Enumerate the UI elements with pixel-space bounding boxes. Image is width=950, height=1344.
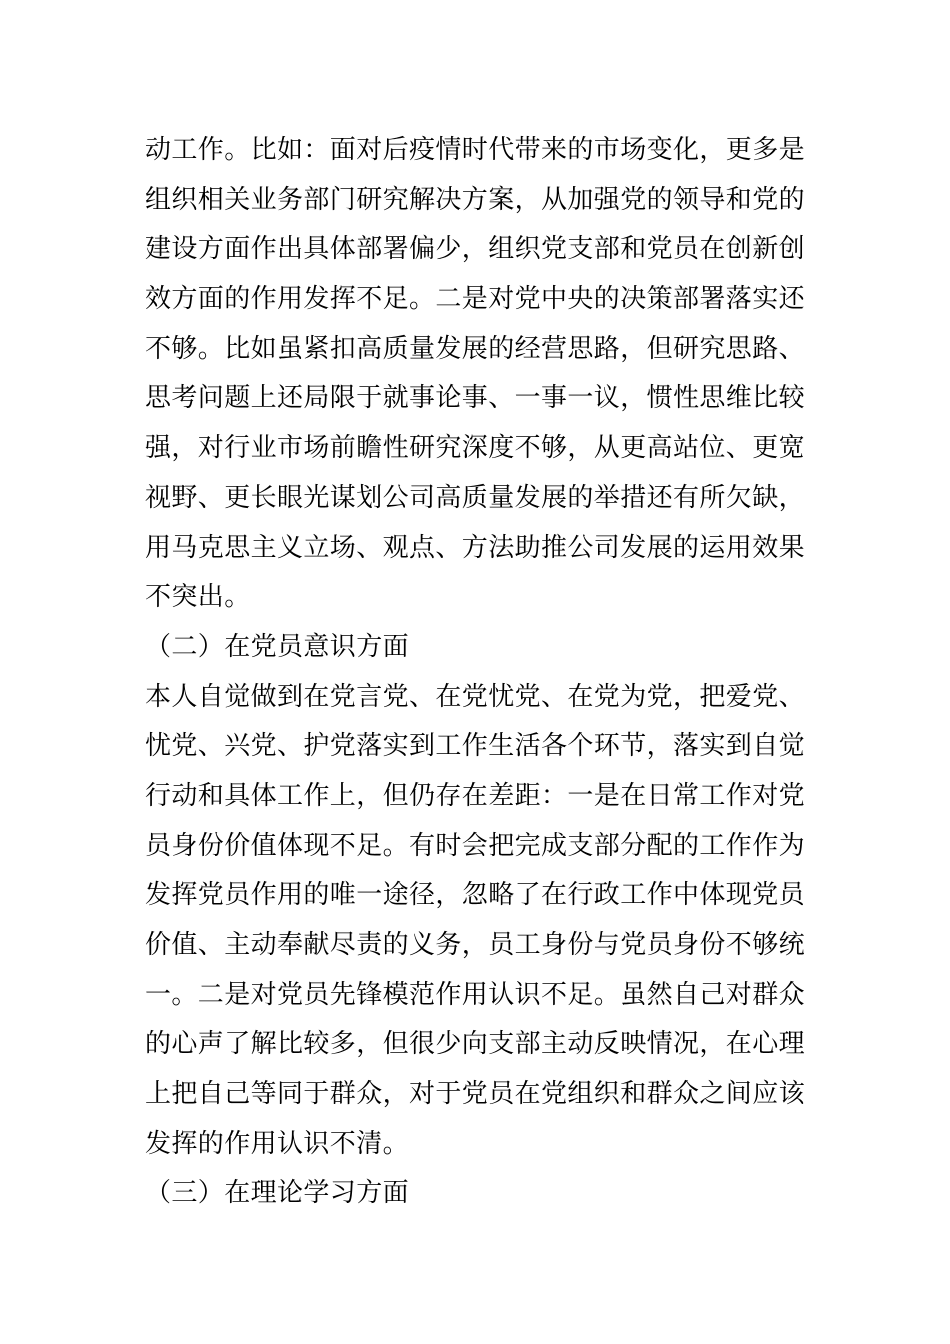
paragraph-line: 员身份价值体现不足。有时会把完成支部分配的工作作为 bbox=[145, 830, 806, 861]
paragraph-line: 组织相关业务部门研究解决方案，从加强党的领导和党的 bbox=[145, 184, 806, 215]
paragraph-line: 动工作。比如：面对后疫情时代带来的市场变化，更多是 bbox=[145, 135, 806, 165]
paragraph-line: 发挥的作用认识不清。 bbox=[145, 1128, 410, 1159]
paragraph-line: 视野、更长眼光谋划公司高质量发展的举措还有所欠缺， bbox=[145, 482, 806, 513]
paragraph-line: 一。二是对党员先锋模范作用认识不足。虽然自己对群众 bbox=[145, 979, 806, 1010]
paragraph-line: 建设方面作出具体部署偏少，组织党支部和党员在创新创 bbox=[145, 234, 806, 265]
paragraph-line: 思考问题上还局限于就事论事、一事一议，惯性思维比较 bbox=[145, 383, 806, 414]
paragraph-line: 不突出。 bbox=[145, 582, 251, 613]
paragraph-line: 上把自己等同于群众，对于党员在党组织和群众之间应该 bbox=[145, 1079, 806, 1110]
paragraph-line: 不够。比如虽紧扣高质量发展的经营思路，但研究思路、 bbox=[145, 333, 806, 364]
section-heading-party-awareness: （二）在党员意识方面 bbox=[145, 631, 410, 662]
paragraph-line: 发挥党员作用的唯一途径，忽略了在行政工作中体现党员 bbox=[145, 880, 806, 911]
paragraph-line: 价值、主动奉献尽责的义务，员工身份与党员身份不够统 bbox=[145, 930, 806, 960]
paragraph-line: 的心声了解比较多，但很少向支部主动反映情况，在心理 bbox=[145, 1029, 806, 1060]
paragraph-line: 用马克思主义立场、观点、方法助推公司发展的运用效果 bbox=[145, 532, 806, 563]
paragraph-line: 本人自觉做到在党言党、在党忧党、在党为党，把爱党、 bbox=[145, 681, 806, 712]
paragraph-line: 行动和具体工作上，但仍存在差距：一是在日常工作对党 bbox=[145, 780, 806, 811]
paragraph-line: 强，对行业市场前瞻性研究深度不够，从更高站位、更宽 bbox=[145, 433, 806, 464]
document-body bbox=[145, 126, 815, 1219]
paragraph-line: 忧党、兴党、护党落实到工作生活各个环节，落实到自觉 bbox=[145, 731, 806, 762]
section-heading-theory-study: （三）在理论学习方面 bbox=[145, 1178, 410, 1209]
paragraph-line: 效方面的作用发挥不足。二是对党中央的决策部署落实还 bbox=[145, 284, 806, 315]
